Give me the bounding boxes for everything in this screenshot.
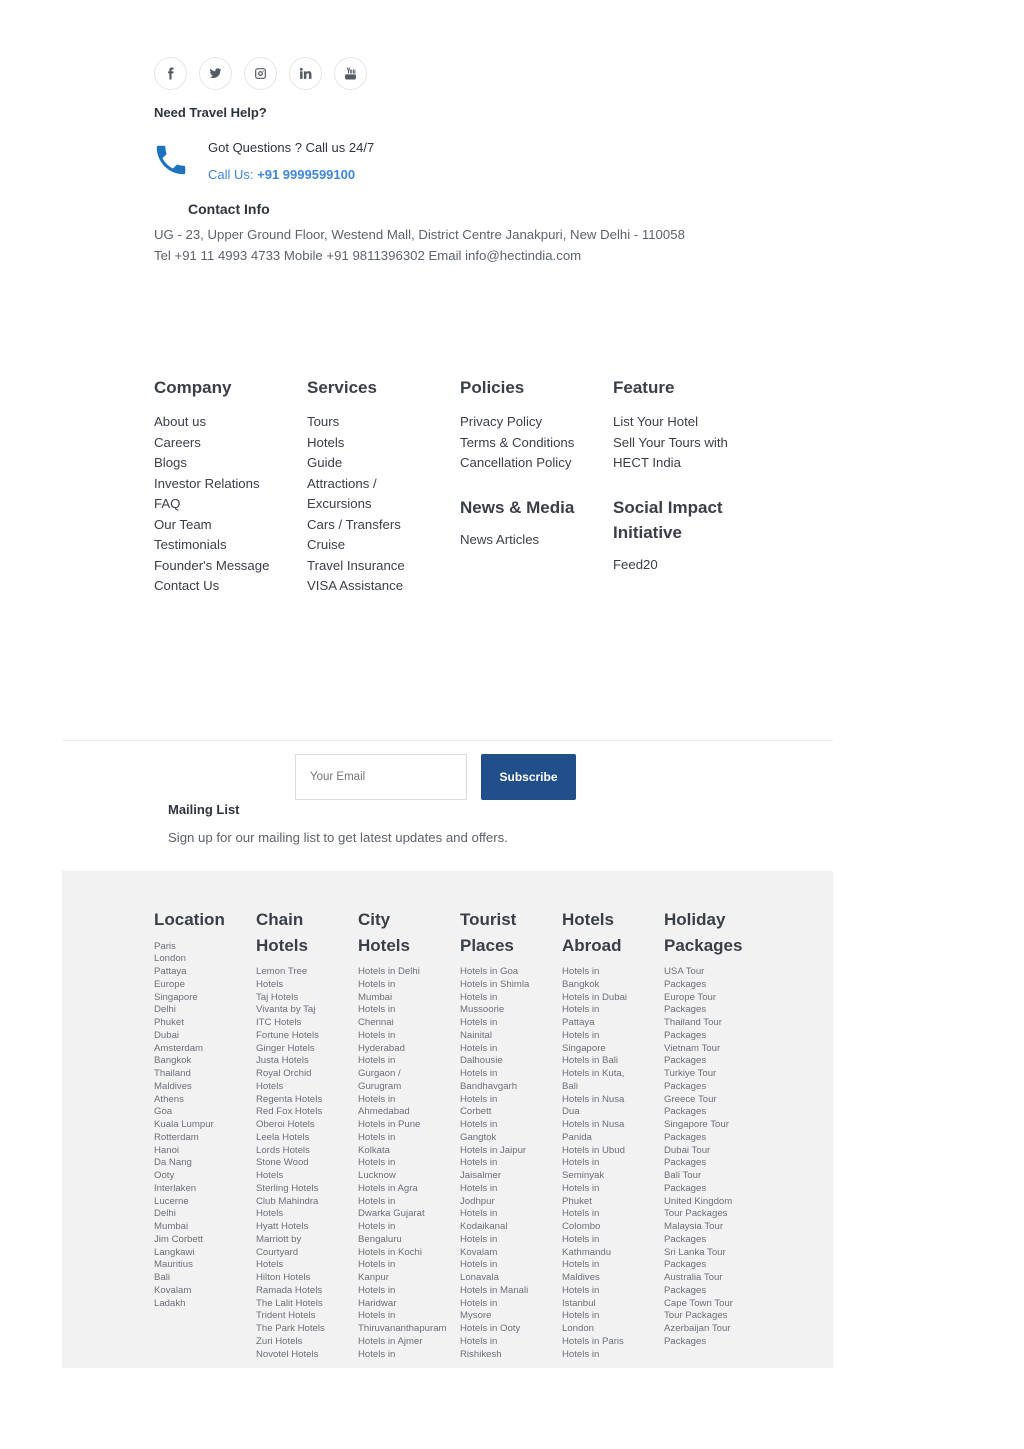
instagram-icon[interactable] [244, 57, 277, 90]
feature-column [613, 377, 763, 575]
directory-section [62, 871, 833, 1368]
chain-hotel-link[interactable]: Leela Hotels [256, 1131, 310, 1143]
services-link-list [307, 412, 457, 597]
location-column [154, 907, 256, 1310]
city-hotel-link[interactable]: Bengaluru [358, 1233, 402, 1245]
city-hotel-link[interactable]: Hotels in [358, 1284, 396, 1296]
services-link[interactable]: Cruise [307, 537, 346, 552]
location-heading: Location [154, 910, 225, 929]
hotels-abroad-link[interactable]: Bangkok [562, 978, 600, 990]
tourist-place-link[interactable]: Dalhousie [460, 1055, 503, 1067]
city-hotel-link[interactable]: Hotels in [358, 978, 396, 990]
tourist-place-link[interactable]: Hotels in Manali [460, 1284, 529, 1296]
chain-hotel-link-list [256, 966, 358, 1361]
location-link[interactable]: Lucerne [154, 1195, 189, 1207]
chain-hotel-link[interactable]: Club Mahindra [256, 1195, 319, 1207]
chain-hotel-link[interactable]: Lemon Tree [256, 966, 308, 977]
holiday-package-link[interactable]: Packages [664, 1106, 707, 1118]
holiday-package-link[interactable]: Packages [664, 1233, 707, 1245]
hotels-abroad-link[interactable]: Panida [562, 1131, 592, 1143]
holiday-package-link[interactable]: Packages [664, 1259, 707, 1271]
hotels-abroad-link[interactable]: Maldives [562, 1272, 600, 1283]
feature-link[interactable]: List Your Hotel [613, 414, 699, 429]
tourist-place-link[interactable]: Nainital [460, 1029, 492, 1041]
feature-heading: Feature [613, 378, 675, 397]
feature-link[interactable]: HECT India [613, 455, 681, 470]
tourist-place-link[interactable]: Hotels in Jaipur [460, 1144, 527, 1156]
location-link[interactable]: Athens [154, 1093, 184, 1105]
hotels-abroad-link[interactable]: Hotels in Bali [562, 1055, 618, 1067]
help-title: Need Travel Help? [154, 105, 267, 120]
services-link[interactable]: Attractions / [307, 475, 377, 491]
company-link[interactable]: Our Team [154, 516, 212, 532]
holiday-package-link[interactable]: Europe Tour [664, 991, 717, 1003]
holiday-package-link[interactable]: Packages [664, 1284, 707, 1296]
tourist-place-link[interactable]: Hotels in [460, 1259, 498, 1271]
location-link[interactable]: Phuket [154, 1017, 184, 1028]
services-link[interactable]: Tours [307, 414, 340, 429]
hotels-abroad-link[interactable]: Hotels in [562, 1233, 600, 1245]
holiday-package-link[interactable]: United Kingdom [664, 1195, 733, 1207]
hotels-abroad-link[interactable]: Phuket [562, 1195, 592, 1207]
chain-hotel-link[interactable]: Regenta Hotels [256, 1093, 323, 1105]
location-link[interactable]: Maldives [154, 1080, 192, 1092]
city-hotel-link[interactable]: Ahmedabad [358, 1106, 410, 1118]
chain-hotel-link[interactable]: Royal Orchid [256, 1068, 312, 1079]
policies-column [460, 377, 610, 550]
city-hotel-link[interactable]: Kanpur [358, 1272, 389, 1283]
hotels-abroad-link[interactable]: Hotels in Nusa [562, 1119, 625, 1130]
hotels-abroad-link[interactable]: Bali [562, 1080, 578, 1092]
contact-info-text: UG - 23, Upper Ground Floor, Westend Mall, District Centre Janakpuri, New Delhi - 110058 Tel +91 11 4993 4733 Mobile +91 9811396302 Email info@hectindia.com [154, 227, 685, 263]
chain-hotel-link[interactable]: Ginger Hotels [256, 1042, 315, 1054]
hotels-abroad-link[interactable]: Kathmandu [562, 1246, 612, 1258]
city-hotel-link[interactable]: Hotels in [358, 1195, 396, 1207]
location-link[interactable]: Delhi [154, 1208, 176, 1220]
chain-hotel-link[interactable]: Fortune Hotels [256, 1029, 319, 1041]
tourist-place-link[interactable]: Jodhpur [460, 1195, 495, 1207]
chain-hotel-link[interactable]: Sterling Hotels [256, 1182, 319, 1194]
holiday-package-link[interactable]: Azerbaijan Tour [664, 1323, 731, 1334]
services-column [307, 377, 457, 597]
hotels-abroad-heading-line2: Abroad [562, 935, 622, 955]
news-link[interactable]: News Articles [460, 531, 540, 547]
hotels-abroad-link[interactable]: Hotels in [562, 1259, 600, 1271]
hotels-abroad-link[interactable]: Seminyak [562, 1170, 605, 1181]
company-link[interactable]: About us [154, 414, 207, 429]
hotels-abroad-link[interactable]: Colombo [562, 1221, 601, 1232]
hotels-abroad-heading [562, 907, 664, 958]
location-link[interactable]: Ladakh [154, 1297, 186, 1309]
city-hotel-link[interactable]: Hotels in Pune [358, 1119, 421, 1130]
holiday-package-link[interactable]: Packages [664, 1157, 707, 1169]
chain-hotel-link[interactable]: Ramada Hotels [256, 1284, 323, 1296]
hotels-abroad-link[interactable]: Hotels in Paris [562, 1335, 624, 1347]
tourist-place-link[interactable]: Hotels in [460, 1157, 498, 1169]
chain-hotel-link[interactable]: Novotel Hotels [256, 1348, 319, 1360]
policies-link[interactable]: Privacy Policy [460, 414, 543, 429]
location-link[interactable]: Kuala Lumpur [154, 1119, 214, 1130]
hotels-abroad-link-list [562, 966, 664, 1361]
tourist-place-link[interactable]: Mysore [460, 1310, 492, 1322]
city-hotel-link[interactable]: Thiruvananthapuram [358, 1323, 447, 1334]
holiday-package-link[interactable]: Malaysia Tour [664, 1221, 724, 1232]
city-hotel-link[interactable]: Hotels in Agra [358, 1182, 418, 1194]
city-hotel-link[interactable]: Hotels in [358, 1259, 396, 1271]
city-hotel-link[interactable]: Hotels in [358, 1055, 396, 1067]
location-link[interactable]: Delhi [154, 1004, 176, 1016]
holiday-package-link-list [664, 966, 766, 1349]
chain-hotels-heading-line1: Chain [256, 910, 304, 929]
hotels-abroad-link[interactable]: Hotels in Nusa [562, 1093, 625, 1105]
city-hotel-link[interactable]: Kolkata [358, 1144, 390, 1156]
chain-hotel-link[interactable]: The Lalit Hotels [256, 1297, 323, 1309]
phone-icon [152, 141, 190, 179]
feature-link[interactable]: Sell Your Tours with [613, 434, 728, 450]
chain-hotel-link[interactable]: Hotels [256, 1259, 284, 1271]
hotels-abroad-link[interactable]: Hotels in Dubai [562, 991, 628, 1003]
holiday-package-link[interactable]: Cape Town Tour [664, 1297, 733, 1309]
hotels-abroad-link[interactable]: Hotels in [562, 1182, 600, 1194]
hotels-abroad-heading-line1: Hotels [562, 910, 614, 929]
email-input[interactable] [295, 754, 467, 800]
location-link[interactable]: Bangkok [154, 1055, 192, 1067]
social-links [154, 57, 367, 90]
holiday-package-link[interactable]: Packages [664, 978, 707, 990]
hotels-abroad-link[interactable]: Dua [562, 1106, 580, 1118]
holiday-packages-heading-line1: Holiday [664, 910, 726, 929]
location-link[interactable]: Rotterdam [154, 1131, 199, 1143]
hotels-abroad-link[interactable]: London [562, 1323, 595, 1334]
divider [62, 740, 833, 741]
chain-hotel-link[interactable]: Zuri Hotels [256, 1335, 303, 1347]
tourist-place-link[interactable]: Hotels in [460, 1233, 498, 1245]
tourist-place-link[interactable]: Mussoorie [460, 1004, 505, 1016]
hotels-abroad-link[interactable]: Hotels in [562, 1004, 600, 1016]
services-link[interactable]: Guide [307, 455, 343, 470]
city-hotel-link[interactable]: Lucknow [358, 1170, 396, 1181]
holiday-package-link[interactable]: Australia Tour [664, 1272, 723, 1283]
holiday-package-link[interactable]: Packages [664, 1182, 707, 1194]
holiday-package-link[interactable]: Packages [664, 1055, 707, 1067]
mailing-list-text: Sign up for our mailing list to get latest updates and offers. [168, 830, 508, 845]
company-link[interactable]: Contact Us [154, 578, 220, 593]
location-link[interactable]: Ooty [154, 1170, 175, 1181]
social-impact-heading-line1: Social Impact [613, 497, 723, 517]
call-us-label: Call Us: [208, 167, 254, 182]
city-hotel-link[interactable]: Gurugram [358, 1080, 402, 1092]
tourist-place-link[interactable]: Hotels in [460, 1297, 498, 1309]
services-link[interactable]: Excursions [307, 496, 372, 511]
holiday-package-link[interactable]: Packages [664, 1029, 707, 1041]
holiday-package-link[interactable]: Tour Packages [664, 1208, 728, 1220]
holiday-packages-heading [664, 907, 766, 958]
hotels-abroad-link[interactable]: Hotels in [562, 1348, 600, 1360]
policies-heading: Policies [460, 378, 525, 397]
holiday-package-link[interactable]: Bali Tour [664, 1170, 702, 1181]
hotels-abroad-link[interactable]: Pattaya [562, 1017, 595, 1028]
holiday-package-link[interactable]: Sri Lanka Tour [664, 1246, 726, 1258]
tourist-places-heading-line1: Tourist [460, 910, 517, 929]
holiday-package-link[interactable]: Packages [664, 1080, 707, 1092]
chain-hotel-link[interactable]: Hotels [256, 1208, 284, 1220]
services-link[interactable]: Hotels [307, 434, 345, 450]
policies-link[interactable]: Terms & Conditions [460, 434, 575, 450]
location-link[interactable]: Mauritius [154, 1259, 193, 1271]
tourist-places-heading-line2: Places [460, 935, 514, 955]
holiday-package-link[interactable]: Greece Tour [664, 1093, 717, 1105]
feature-link-list [613, 412, 763, 474]
services-link[interactable]: VISA Assistance [307, 578, 404, 593]
location-link[interactable]: London [154, 953, 187, 965]
holiday-package-link[interactable]: Packages [664, 1004, 707, 1016]
location-link[interactable]: Kovalam [154, 1284, 192, 1296]
holiday-package-link[interactable]: Tour Packages [664, 1310, 728, 1322]
hotels-abroad-link[interactable]: Singapore [562, 1042, 606, 1054]
hotels-abroad-link[interactable]: Hotels in [562, 1029, 600, 1041]
tourist-place-link[interactable]: Rishikesh [460, 1348, 502, 1360]
city-hotel-link[interactable]: Dwarka Gujarat [358, 1208, 425, 1220]
facebook-icon[interactable] [154, 57, 187, 90]
tourist-place-link[interactable]: Hotels in [460, 1068, 498, 1079]
holiday-package-link[interactable]: Singapore Tour [664, 1119, 729, 1130]
services-link[interactable]: Cars / Transfers [307, 516, 401, 532]
chain-hotel-link[interactable]: Taj Hotels [256, 991, 299, 1003]
chain-hotels-heading [256, 907, 358, 958]
location-link[interactable]: Pattaya [154, 966, 187, 977]
tourist-place-link[interactable]: Hotels in Ooty [460, 1323, 521, 1334]
holiday-package-link[interactable]: Dubai Tour [664, 1144, 711, 1156]
city-hotels-heading-line2: Hotels [358, 935, 410, 955]
company-column [154, 377, 304, 597]
city-hotel-link[interactable]: Haridwar [358, 1297, 397, 1309]
tourist-place-link[interactable]: Kovalam [460, 1246, 498, 1258]
tourist-place-link[interactable]: Hotels in Goa [460, 966, 519, 977]
company-heading: Company [154, 378, 232, 397]
company-link[interactable]: FAQ [154, 496, 181, 511]
chain-hotels-heading-line2: Hotels [256, 935, 308, 955]
holiday-packages-heading-line2: Packages [664, 935, 743, 955]
chain-hotel-link[interactable]: Lords Hotels [256, 1144, 310, 1156]
hotels-abroad-link[interactable]: Istanbul [562, 1297, 596, 1309]
chain-hotel-link[interactable]: Justa Hotels [256, 1055, 309, 1067]
location-link[interactable]: Dubai [154, 1029, 180, 1041]
tourist-place-link[interactable]: Hotels in [460, 1017, 498, 1028]
chain-hotel-link[interactable]: Hotels [256, 1080, 284, 1092]
location-link[interactable]: Langkawi [154, 1246, 195, 1258]
chain-hotel-link[interactable]: Red Fox Hotels [256, 1106, 323, 1118]
chain-hotel-link[interactable]: Marriott by [256, 1233, 302, 1245]
company-link[interactable]: Founder's Message [154, 557, 270, 573]
location-link[interactable]: Jim Corbett [154, 1233, 204, 1245]
tourist-place-link[interactable]: Jaisalmer [460, 1170, 502, 1181]
hotels-abroad-link[interactable]: Hotels in Kuta, [562, 1068, 625, 1079]
news-media-heading: News & Media [460, 497, 575, 517]
tourist-place-link[interactable]: Bandhavgarh [460, 1080, 518, 1092]
hotels-abroad-link[interactable]: Hotels in Ubud [562, 1144, 625, 1156]
city-hotel-link[interactable]: Hotels in [358, 1310, 396, 1322]
city-hotel-link[interactable]: Mumbai [358, 991, 393, 1003]
city-hotel-link[interactable]: Hotels in [358, 1131, 396, 1143]
location-link[interactable]: Bali [154, 1272, 170, 1283]
tourist-place-link[interactable]: Hotels in [460, 1119, 498, 1130]
social-impact-link-list [613, 555, 763, 576]
hotels-abroad-link[interactable]: Hotels in [562, 966, 600, 977]
policies-link[interactable]: Cancellation Policy [460, 455, 572, 470]
location-link[interactable]: Hanoi [154, 1144, 180, 1156]
city-hotel-link[interactable]: Hotels in [358, 1348, 396, 1360]
chain-hotel-link[interactable]: The Park Hotels [256, 1323, 325, 1334]
chain-hotel-link[interactable]: Oberoi Hotels [256, 1119, 315, 1130]
city-hotel-link[interactable]: Hyderabad [358, 1042, 405, 1054]
phone-number[interactable]: +91 9999599100 [257, 167, 356, 182]
tourist-place-link[interactable]: Hotels in [460, 1182, 498, 1194]
hotels-abroad-link[interactable]: Hotels in [562, 1284, 600, 1296]
support-question: Got Questions ? Call us 24/7 [208, 140, 375, 155]
holiday-package-link[interactable]: Packages [664, 1335, 707, 1347]
city-hotel-link[interactable]: Gurgaon / [358, 1068, 401, 1079]
services-link[interactable]: Travel Insurance [307, 557, 405, 573]
tourist-place-link[interactable]: Hotels in [460, 1042, 498, 1054]
location-link[interactable]: Europe [154, 978, 185, 990]
tourist-place-link-list [460, 966, 562, 1361]
tourist-place-link[interactable]: Hotels in [460, 1093, 498, 1105]
chain-hotel-link[interactable]: Hyatt Hotels [256, 1221, 309, 1232]
company-link[interactable]: Investor Relations [154, 475, 260, 491]
subscribe-button[interactable]: Subscribe [481, 754, 576, 800]
news-link-list [460, 530, 610, 551]
holiday-package-link[interactable]: USA Tour [664, 966, 705, 977]
city-hotel-link[interactable]: Hotels in [358, 1221, 396, 1232]
tourist-place-link[interactable]: Kodaikanal [460, 1221, 508, 1232]
chain-hotel-link[interactable]: Hotels [256, 1170, 284, 1181]
location-link[interactable]: Goa [154, 1106, 173, 1118]
location-link[interactable]: Amsterdam [154, 1042, 204, 1054]
chain-hotel-link[interactable]: Trident Hotels [256, 1310, 316, 1322]
location-link[interactable]: Thailand [154, 1068, 191, 1079]
city-hotel-link-list [358, 966, 460, 1361]
tourist-place-link[interactable]: Hotels in [460, 1208, 498, 1220]
social-impact-heading-line2: Initiative [613, 522, 682, 542]
linkedin-icon[interactable] [289, 57, 322, 90]
city-hotels-heading-line1: City [358, 910, 391, 929]
hotels-abroad-link[interactable]: Hotels in [562, 1208, 600, 1220]
call-us-link[interactable] [208, 167, 355, 182]
chain-hotels-column [256, 907, 358, 1361]
holiday-package-link[interactable]: Thailand Tour [664, 1017, 722, 1028]
company-link[interactable]: Blogs [154, 455, 187, 470]
location-link[interactable]: Singapore [154, 991, 198, 1003]
holiday-package-link[interactable]: Turkiye Tour [664, 1068, 717, 1079]
youtube-icon[interactable] [334, 57, 367, 90]
city-hotel-link[interactable]: Chennai [358, 1017, 394, 1028]
location-link-list [154, 941, 256, 1311]
location-link[interactable]: Paris [154, 940, 176, 952]
tourist-place-link[interactable]: Gangtok [460, 1131, 497, 1143]
tourist-place-link[interactable]: Hotels in Shimla [460, 978, 530, 990]
company-link-list [154, 412, 304, 597]
social-impact-heading [613, 495, 763, 545]
twitter-icon[interactable] [199, 57, 232, 90]
tourist-place-link[interactable]: Hotels in [460, 991, 498, 1003]
company-link[interactable]: Testimonials [154, 537, 227, 552]
city-hotels-column [358, 907, 460, 1361]
company-link[interactable]: Careers [154, 434, 201, 450]
hotels-abroad-link[interactable]: Hotels in [562, 1157, 600, 1169]
hotels-abroad-link[interactable]: Hotels in [562, 1310, 600, 1322]
social-impact-link[interactable]: Feed20 [613, 556, 658, 572]
tourist-places-heading [460, 907, 562, 958]
city-hotel-link[interactable]: Hotels in Ajmer [358, 1335, 423, 1347]
hotels-abroad-column [562, 907, 664, 1361]
services-heading: Services [307, 378, 377, 397]
chain-hotel-link[interactable]: Vivanta by Taj [256, 1004, 316, 1016]
holiday-package-link[interactable]: Vietnam Tour [664, 1042, 721, 1054]
tourist-places-column [460, 907, 562, 1361]
chain-hotel-link[interactable]: Courtyard [256, 1246, 299, 1258]
mailing-list-title: Mailing List [168, 802, 240, 817]
city-hotel-link[interactable]: Hotels in [358, 1029, 396, 1041]
city-hotel-link[interactable]: Hotels in Delhi [358, 966, 420, 977]
city-hotel-link[interactable]: Hotels in [358, 1093, 396, 1105]
tourist-place-link[interactable]: Hotels in [460, 1335, 498, 1347]
chain-hotel-link[interactable]: Stone Wood [256, 1157, 309, 1169]
city-hotel-link[interactable]: Hotels in Kochi [358, 1246, 422, 1258]
holiday-package-link[interactable]: Packages [664, 1131, 707, 1143]
tourist-place-link[interactable]: Corbett [460, 1106, 492, 1118]
chain-hotel-link[interactable]: Hilton Hotels [256, 1272, 311, 1283]
chain-hotel-link[interactable]: ITC Hotels [256, 1017, 302, 1028]
city-hotel-link[interactable]: Hotels in [358, 1004, 396, 1016]
chain-hotel-link[interactable]: Hotels [256, 978, 284, 990]
policies-link-list [460, 412, 610, 474]
tourist-place-link[interactable]: Lonavala [460, 1272, 499, 1283]
city-hotel-link[interactable]: Hotels in [358, 1157, 396, 1169]
location-link[interactable]: Mumbai [154, 1221, 189, 1232]
contact-info-title: Contact Info [188, 201, 270, 217]
holiday-packages-column [664, 907, 766, 1349]
location-link[interactable]: Da Nang [154, 1157, 192, 1169]
location-link[interactable]: Interlaken [154, 1182, 197, 1194]
city-hotels-heading [358, 907, 460, 958]
